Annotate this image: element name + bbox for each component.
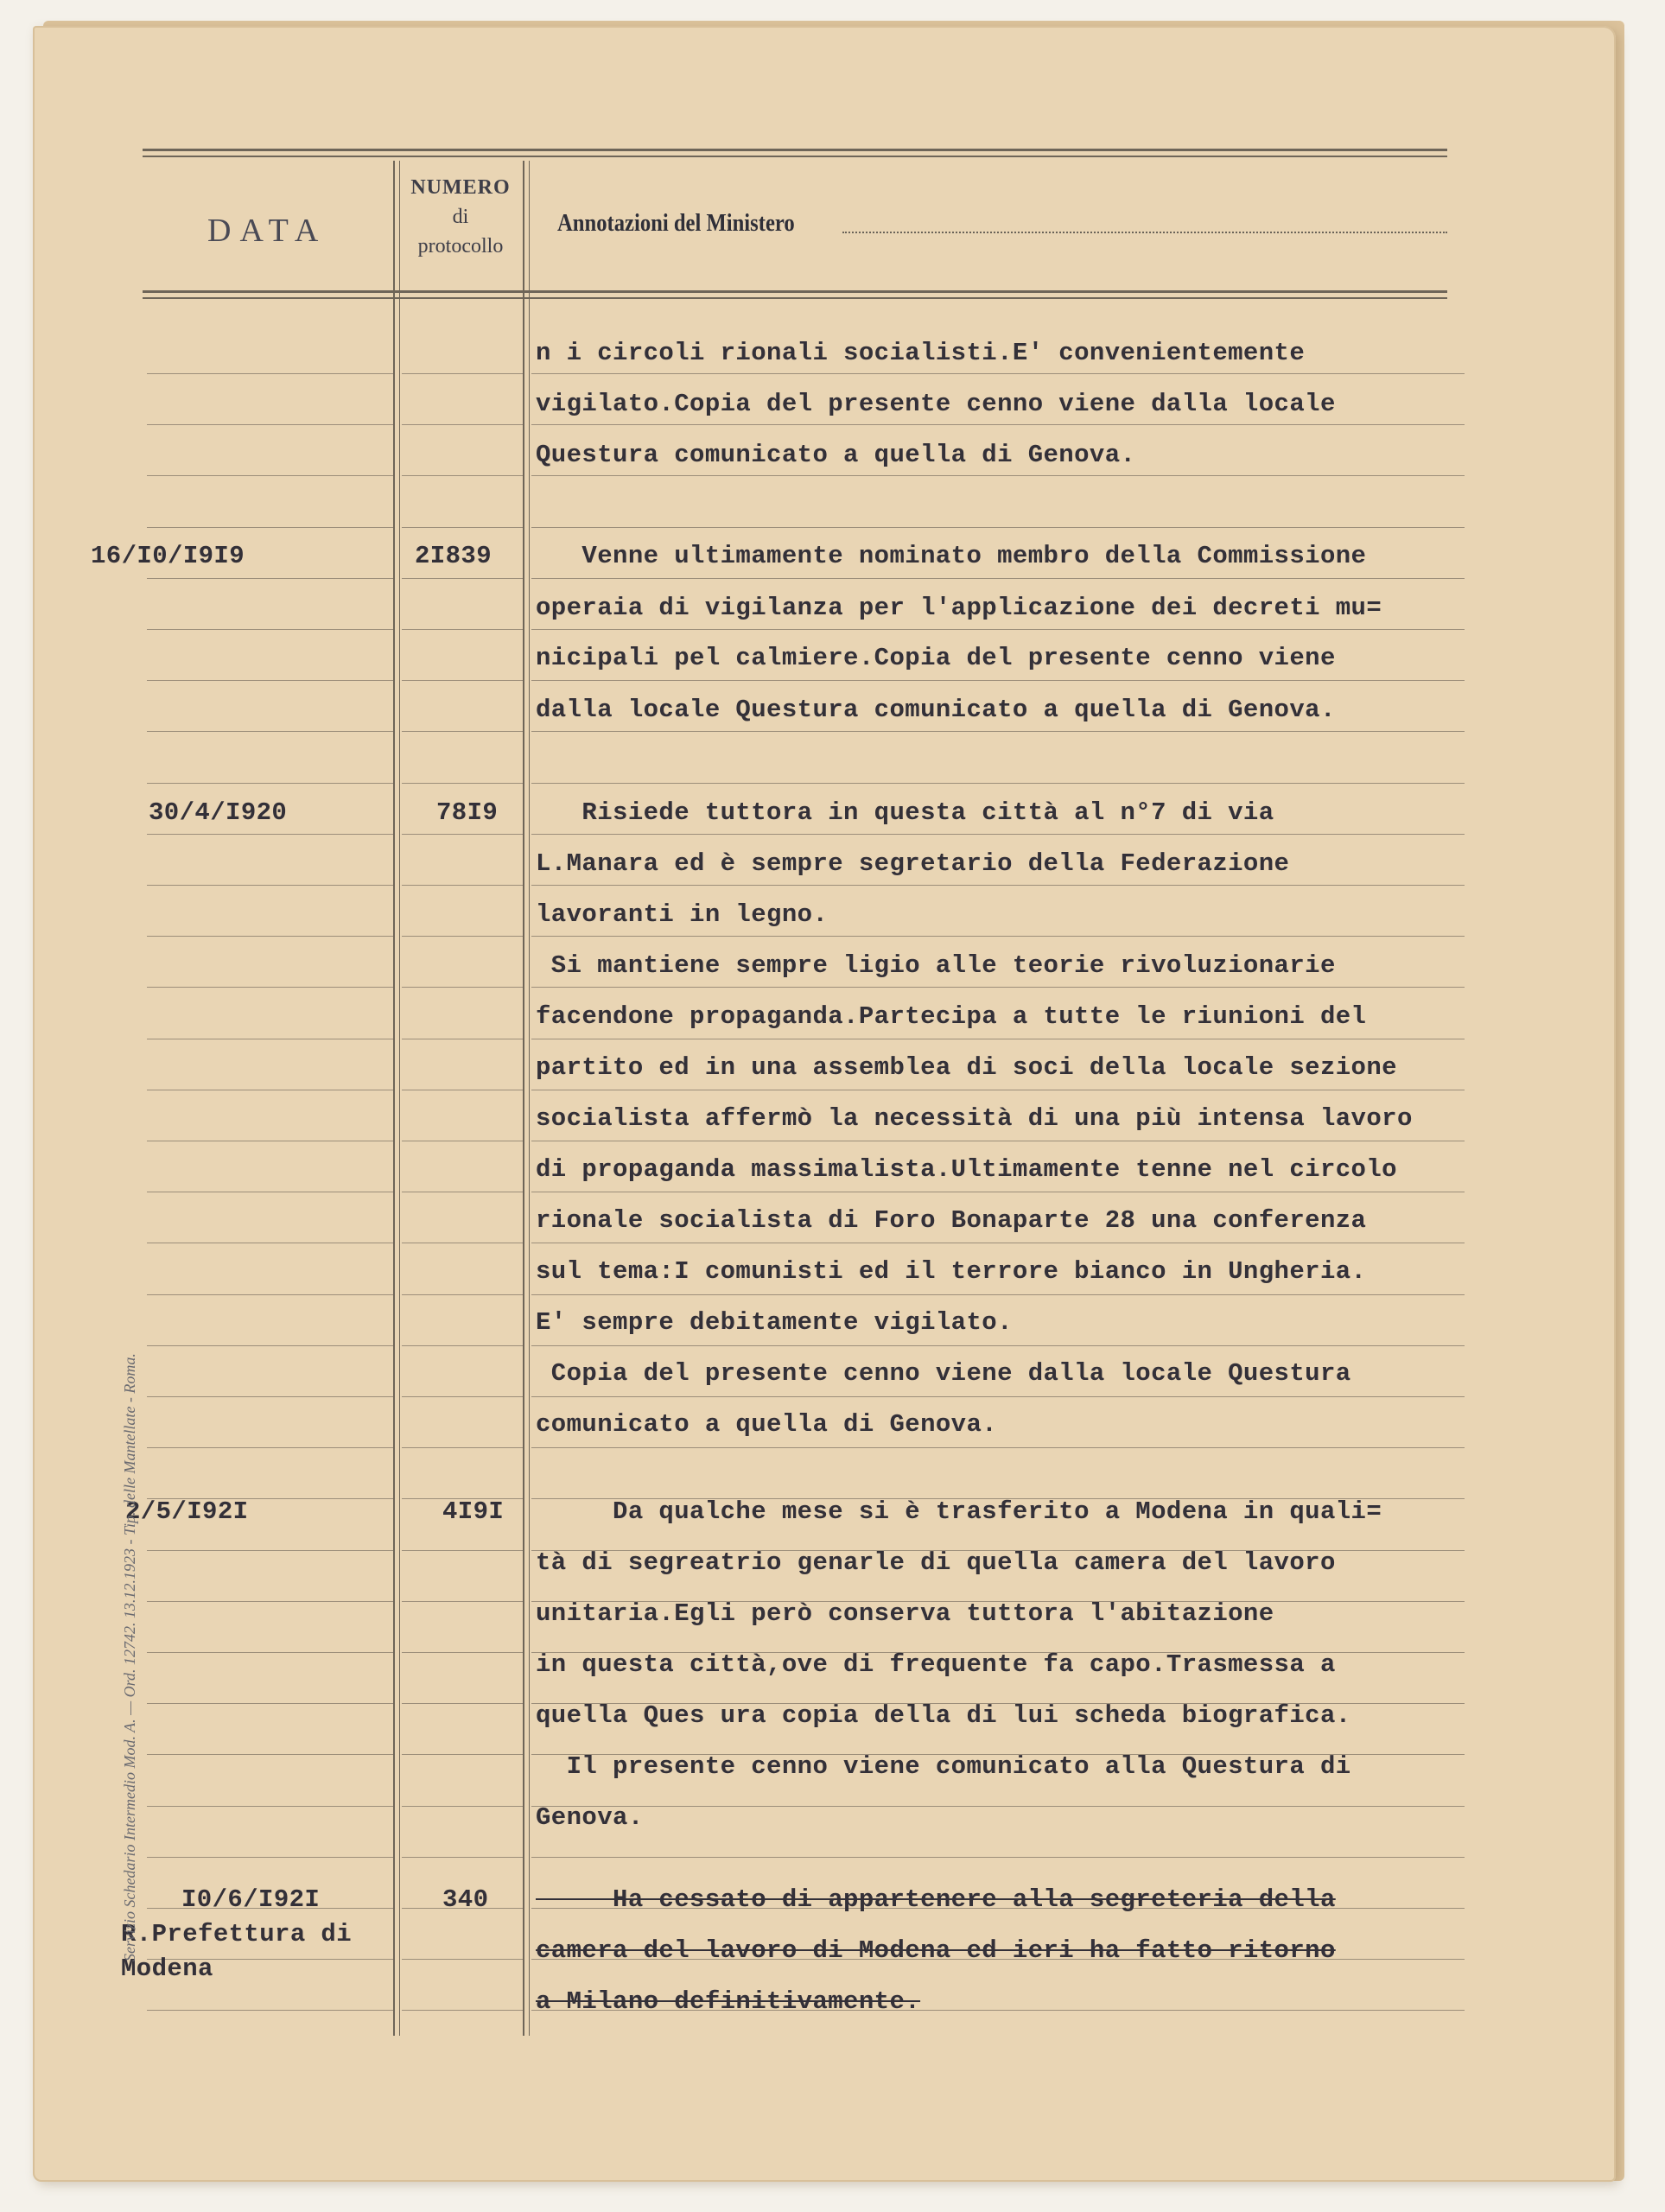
protocol-column-header [399,173,522,261]
date-column-rule [147,1447,393,1448]
protocol-column-rule [402,987,523,988]
entry-2-line-3: lavoranti in legno. [536,900,829,929]
date-column-rule [147,1652,393,1653]
entry-3-line-7: Genova. [536,1803,644,1832]
annotation-column-rule [531,834,1465,835]
annotation-column-rule [531,1806,1465,1807]
entry-2-protocol: 78I9 [436,798,499,827]
protocol-column-rule [402,475,523,476]
date-column-rule [147,783,393,784]
entry-3-line-6: Il presente cenno viene comunicato alla Questura di [536,1752,1351,1781]
protocol-column-rule [402,373,523,374]
annotations-header-dotted-line [842,232,1447,233]
entry-2-line-2: L.Manara ed è sempre segretario della Federazione [536,849,1290,878]
annotation-column-rule [531,1447,1465,1448]
date-column-rule [147,936,393,937]
entry-2-line-5: facendone propaganda.Partecipa a tutte le riunioni del [536,1002,1367,1031]
protocol-column-rule [402,629,523,630]
annotation-column-rule [531,424,1465,425]
date-column-rule [147,578,393,579]
entry-4-protocol: 340 [442,1885,489,1914]
protocol-column-rule [402,1345,523,1346]
printer-imprint: Servizio Schedario Intermedio Mod. A. — Ord. 12742. 13.12.1923 - Tip. delle Mantellate - Roma. [121,1353,138,1961]
entry-4-office-line-1: R.Prefettura di [121,1920,353,1948]
annotation-column-rule [531,1294,1465,1295]
entry-2-line-4: Si mantiene sempre ligio alle teorie rivoluzionarie [536,951,1336,980]
protocol-column-rule [402,834,523,835]
entry-3-line-1: Da qualche mese si è trasferito a Modena in quali= [536,1497,1382,1526]
date-column-rule [147,424,393,425]
protocol-column-rule [402,1447,523,1448]
protocol-column-rule [402,527,523,528]
header-bottom-rule [143,290,1447,293]
date-column-rule [147,834,393,835]
col-sep-date [393,161,395,2036]
annotation-column-rule [531,885,1465,886]
protocol-column-rule [402,1754,523,1755]
entry-3-line-3: unitaria.Egli però conserva tuttora l'abitazione [536,1599,1274,1628]
entry-1-line-4: dalla locale Questura comunicato a quella di Genova. [536,696,1336,724]
entry-1-line-2: operaia di vigilanza per l'applicazione dei decreti mu= [536,594,1382,622]
entry-4-date: I0/6/I92I [181,1885,321,1914]
annotation-column-rule [531,475,1465,476]
date-column-rule [147,885,393,886]
date-column-rule [147,1345,393,1346]
header-bottom-rule-2 [143,297,1447,299]
date-column-rule [147,1601,393,1602]
protocol-column-rule [402,1294,523,1295]
protocol-column-rule [402,936,523,937]
protocol-column-rule [402,424,523,425]
annotation-column-rule [531,936,1465,937]
date-column-rule [147,1294,393,1295]
entry-3-line-4: in questa città,ove di frequente fa capo.Trasmessa a [536,1650,1336,1679]
annotation-column-rule [531,731,1465,732]
continuation-line-3: Questura comunicato a quella di Genova. [536,441,1136,469]
protocol-header-line2: di [452,206,469,228]
date-column-rule [147,1857,393,1858]
entry-2-line-1: Risiede tuttora in questa città al n°7 di via [536,798,1274,827]
protocol-column-rule [402,680,523,681]
entry-2-line-10: sul tema:I comunisti ed il terrore bianco in Ungheria. [536,1257,1367,1286]
annotation-column-rule [531,1345,1465,1346]
date-column-rule [147,680,393,681]
annotations-column-header: Annotazioni del Ministero [557,210,795,237]
date-column-rule [147,373,393,374]
protocol-column-rule [402,2010,523,2011]
date-column-rule [147,1550,393,1551]
entry-2-line-9: rionale socialista di Foro Bonaparte 28 una conferenza [536,1206,1367,1235]
entry-1-line-1: Venne ultimamente nominato membro della Commissione [536,542,1367,570]
entry-3-line-2: tà di segreatrio genarle di quella camera del lavoro [536,1548,1336,1577]
entry-4-line-2: camera del lavoro di Modena ed ieri ha fatto ritorno [536,1936,1336,1965]
entry-2-line-7: socialista affermò la necessità di una più intensa lavoro [536,1104,1413,1133]
entry-2-line-12: Copia del presente cenno viene dalla locale Questura [536,1359,1351,1388]
annotation-column-rule [531,987,1465,988]
date-column-header: DATA [207,213,327,249]
date-column-rule [147,1703,393,1704]
continuation-line-2: vigilato.Copia del presente cenno viene dalla locale [536,390,1336,418]
entry-2-line-13: comunicato a quella di Genova. [536,1410,998,1439]
entry-1-date: 16/I0/I9I9 [91,542,245,570]
protocol-column-rule [402,1550,523,1551]
entry-2-line-6: partito ed in una assemblea di soci della locale sezione [536,1053,1397,1082]
entry-1-protocol: 2I839 [415,542,493,570]
header-top-rule-2 [143,156,1447,157]
date-column-rule [147,629,393,630]
entry-3-date: 2/5/I92I [125,1497,249,1526]
protocol-column-rule [402,783,523,784]
header-top-rule [143,149,1447,151]
annotation-column-rule [531,527,1465,528]
entry-4-line-1: Ha cessato di appartenere alla segreteria della [536,1885,1336,1914]
annotation-column-rule [531,1396,1465,1397]
annotation-column-rule [531,373,1465,374]
annotation-column-rule [531,629,1465,630]
continuation-line-1: n i circoli rionali socialisti.E' convenientemente [536,339,1306,367]
protocol-header-line3: protocollo [417,235,504,257]
annotation-column-rule [531,1857,1465,1858]
protocol-header-line1: NUMERO [410,176,511,199]
protocol-column-rule [402,1601,523,1602]
protocol-column-rule [402,731,523,732]
date-column-rule [147,1806,393,1807]
entry-2-line-11: E' sempre debitamente vigilato. [536,1308,1013,1337]
date-column-rule [147,2010,393,2011]
entry-4-line-3: a Milano definitivamente. [536,1987,921,2016]
annotation-column-rule [531,783,1465,784]
protocol-column-rule [402,1806,523,1807]
protocol-column-rule [402,578,523,579]
date-column-rule [147,475,393,476]
protocol-column-rule [402,1857,523,1858]
date-column-rule [147,1754,393,1755]
annotation-column-rule [531,680,1465,681]
protocol-column-rule [402,885,523,886]
entry-3-line-5: quella Ques ura copia della di lui scheda biografica. [536,1701,1351,1730]
entry-4-office-line-2: Modena [121,1955,213,1983]
entry-2-date: 30/4/I920 [149,798,288,827]
col-sep-protocol-2 [529,161,530,2036]
protocol-column-rule [402,1396,523,1397]
date-column-rule [147,527,393,528]
date-column-rule [147,1396,393,1397]
col-sep-protocol [523,161,524,2036]
annotation-column-rule [531,578,1465,579]
entry-3-protocol: 4I9I [442,1497,505,1526]
entry-2-line-8: di propaganda massimalista.Ultimamente tenne nel circolo [536,1155,1397,1184]
protocol-column-rule [402,1652,523,1653]
date-column-rule [147,731,393,732]
col-sep-date-2 [399,161,400,2036]
protocol-column-rule [402,1703,523,1704]
date-column-rule [147,987,393,988]
entry-1-line-3: nicipali pel calmiere.Copia del presente cenno viene [536,644,1336,672]
protocol-column-rule [402,1959,523,1960]
